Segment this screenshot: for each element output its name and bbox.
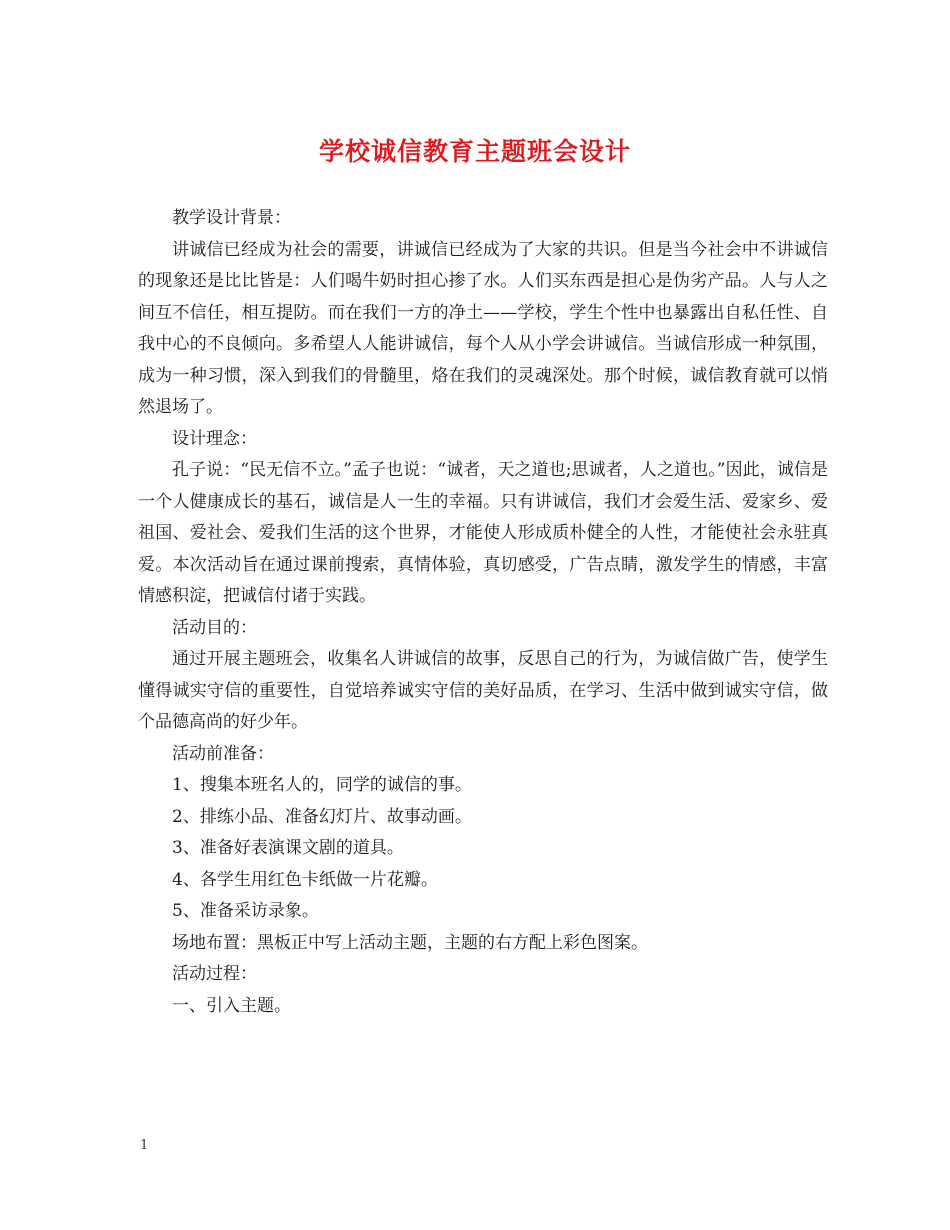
document-title: 学校诚信教育主题班会设计 — [318, 137, 631, 166]
section-heading-concept: 设计理念： — [172, 428, 257, 449]
list-item-preparation-5: 5、准备采访录象。 — [172, 901, 319, 921]
document-body — [138, 203, 828, 1022]
page-number: 1 — [140, 1138, 149, 1153]
list-item-preparation-1: 1、搜集本班名人的，同学的诚信的事。 — [172, 775, 472, 795]
section-heading-process: 活动过程： — [172, 964, 257, 984]
list-item-preparation-2: 2、排练小品、准备幻灯片、故事动画。 — [172, 806, 472, 827]
paragraph-step-1: 一、引入主题。 — [172, 995, 291, 1016]
paragraph-venue: 场地布置：黑板正中写上活动主题，主题的右方配上彩色图案。 — [172, 932, 648, 953]
paragraph-background: 讲诚信已经成为社会的需要，讲诚信已经成为了大家的共识。但是当今社会中不讲诚信的现象还是比比皆是：人们喝牛奶时担心掺了水。人们买东西是担心是伪劣产品。人与人之间互不信任，相互提防。而在我们一方的净土——学校，学生个性中也暴露出自私任性、自我中心的不良倾向。多希望人人能讲诚信，每个人从小学会讲诚信。当诚信形成一种氛围，成为一种习惯，深入到我们的骨髓里，烙在我们的灵魂深处。那个时候，诚信教育就可以悄然退场了。 — [138, 239, 828, 417]
section-heading-preparation: 活动前准备： — [172, 743, 274, 764]
list-item-preparation-3: 3、准备好表演课文剧的道具。 — [172, 838, 404, 858]
paragraph-purpose: 通过开展主题班会，收集名人讲诚信的故事，反思自己的行为，为诚信做广告，使学生懂得诚实守信的重要性，自觉培养诚实守信的美好品质，在学习、生活中做到诚实守信，做个品德高尚的好少年。 — [138, 649, 828, 732]
list-item-preparation-4: 4、各学生用红色卡纸做一片花瓣。 — [172, 869, 438, 890]
section-heading-background: 教学设计背景： — [172, 208, 291, 228]
paragraph-concept: 孔子说：“民无信不立。”孟子也说：“诚者，天之道也;思诚者，人之道也。”因此，诚信是一个人健康成长的基石，诚信是人一生的幸福。只有讲诚信，我们才会爱生活、爱家乡、爱祖国、爱社会、爱我们生活的这个世界，才能使人形成质朴健全的人性，才能使社会永驻真爱。本次活动旨在通过课前搜索，真情体验，真切感受，广告点睛，激发学生的情感，丰富情感积淀，把诚信付诸于实践。 — [138, 460, 828, 606]
section-heading-purpose: 活动目的： — [172, 617, 257, 638]
